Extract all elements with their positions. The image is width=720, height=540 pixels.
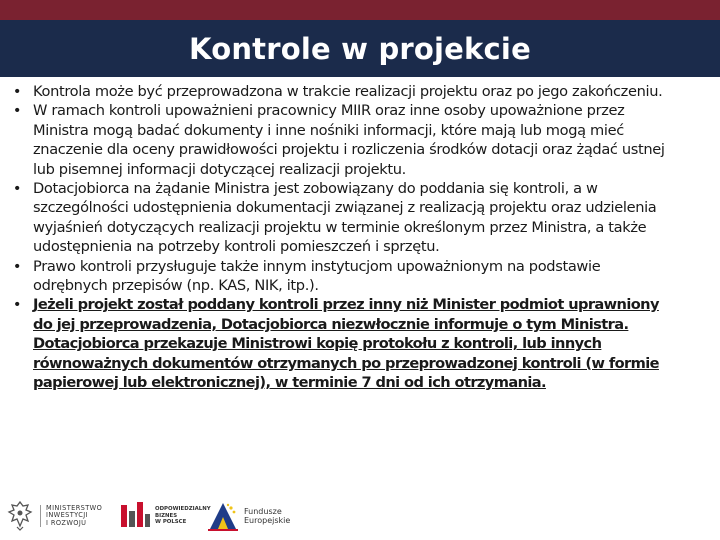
bullet-icon: • bbox=[12, 83, 22, 100]
bullet-icon: • bbox=[12, 296, 22, 314]
odpowiedzialny-biznes-logo bbox=[118, 496, 211, 536]
slide-title: Kontrole w projekcie bbox=[189, 31, 531, 66]
ministry-logo bbox=[6, 496, 102, 536]
bullet-list bbox=[10, 82, 678, 393]
fundusze-europejskie-icon bbox=[206, 499, 240, 533]
bullet-icon: • bbox=[12, 180, 22, 198]
bullet-text: Prawo kontroli przysługuje także innym instytucjom upoważnionym na podstawie odrębnych przepisów (np. KAS, NIK, itp.). bbox=[33, 257, 601, 295]
bullet-text: Jeżeli projekt został poddany kontroli przez inny niż Minister podmiot uprawniony do jej przeprowadzenia, Dotacjobiorca niezwłocznie informuje o tym Ministra. Dotacjobiorca przekazuje Ministrowi kopię protokołu z kontroli, lub innych równoważnych dokumentów otrzymanych po przeprowadzonej kontroli (w formie papierowej lub elektronicznej), w terminie 7 dni od ich otrzymania. bbox=[33, 296, 659, 392]
eu-logo-text: Fundusze Europejskie bbox=[244, 507, 291, 525]
odp-logo-icon bbox=[118, 499, 152, 533]
ministry-name: MINISTERSTWO INWESTYCJI I ROZWOJU bbox=[40, 505, 102, 528]
odp-logo-text: ODPOWIEDZIALNY BIZNES W POLSCE bbox=[155, 505, 211, 526]
bullet-icon: • bbox=[12, 102, 22, 120]
fundusze-europejskie-logo bbox=[206, 496, 290, 536]
bullet-text: Dotacjobiorca na żądanie Ministra jest zobowiązany do poddania się kontroli, a w szczególności udostępnienia dokumentacji związanej z realizacją projektu oraz udzielenia wyjaśnień dotyczących realizacji projektu w terminie określonym przez Ministra, a także udostępnienia na potrzeby kontroli pomieszczeń i sprzętu. bbox=[33, 180, 657, 256]
bullet-item bbox=[10, 179, 678, 257]
footer-logos bbox=[0, 492, 720, 540]
polish-eagle-icon bbox=[6, 499, 34, 533]
title-bar bbox=[0, 20, 720, 77]
bullet-item bbox=[10, 82, 678, 101]
slide-content bbox=[10, 82, 678, 393]
top-accent-strip bbox=[0, 0, 720, 20]
bullet-item bbox=[10, 257, 678, 296]
bullet-item-emphasized bbox=[10, 295, 678, 392]
bullet-text: W ramach kontroli upoważnieni pracownicy MIIR oraz inne osoby upoważnione przez Ministra mogą badać dokumenty i inne nośniki informacji, które mają lub mogą mieć znaczenie dla oceny prawidłowości projektu i rozliczenia środków dotacji oraz żądać ustnej lub pisemnej informacji dotyczącej realizacji projektu. bbox=[33, 102, 665, 178]
bullet-icon: • bbox=[12, 257, 22, 275]
bullet-item bbox=[10, 101, 678, 179]
bullet-text: Kontrola może być przeprowadzona w trakcie realizacji projektu oraz po jego zakończeniu. bbox=[33, 83, 663, 100]
